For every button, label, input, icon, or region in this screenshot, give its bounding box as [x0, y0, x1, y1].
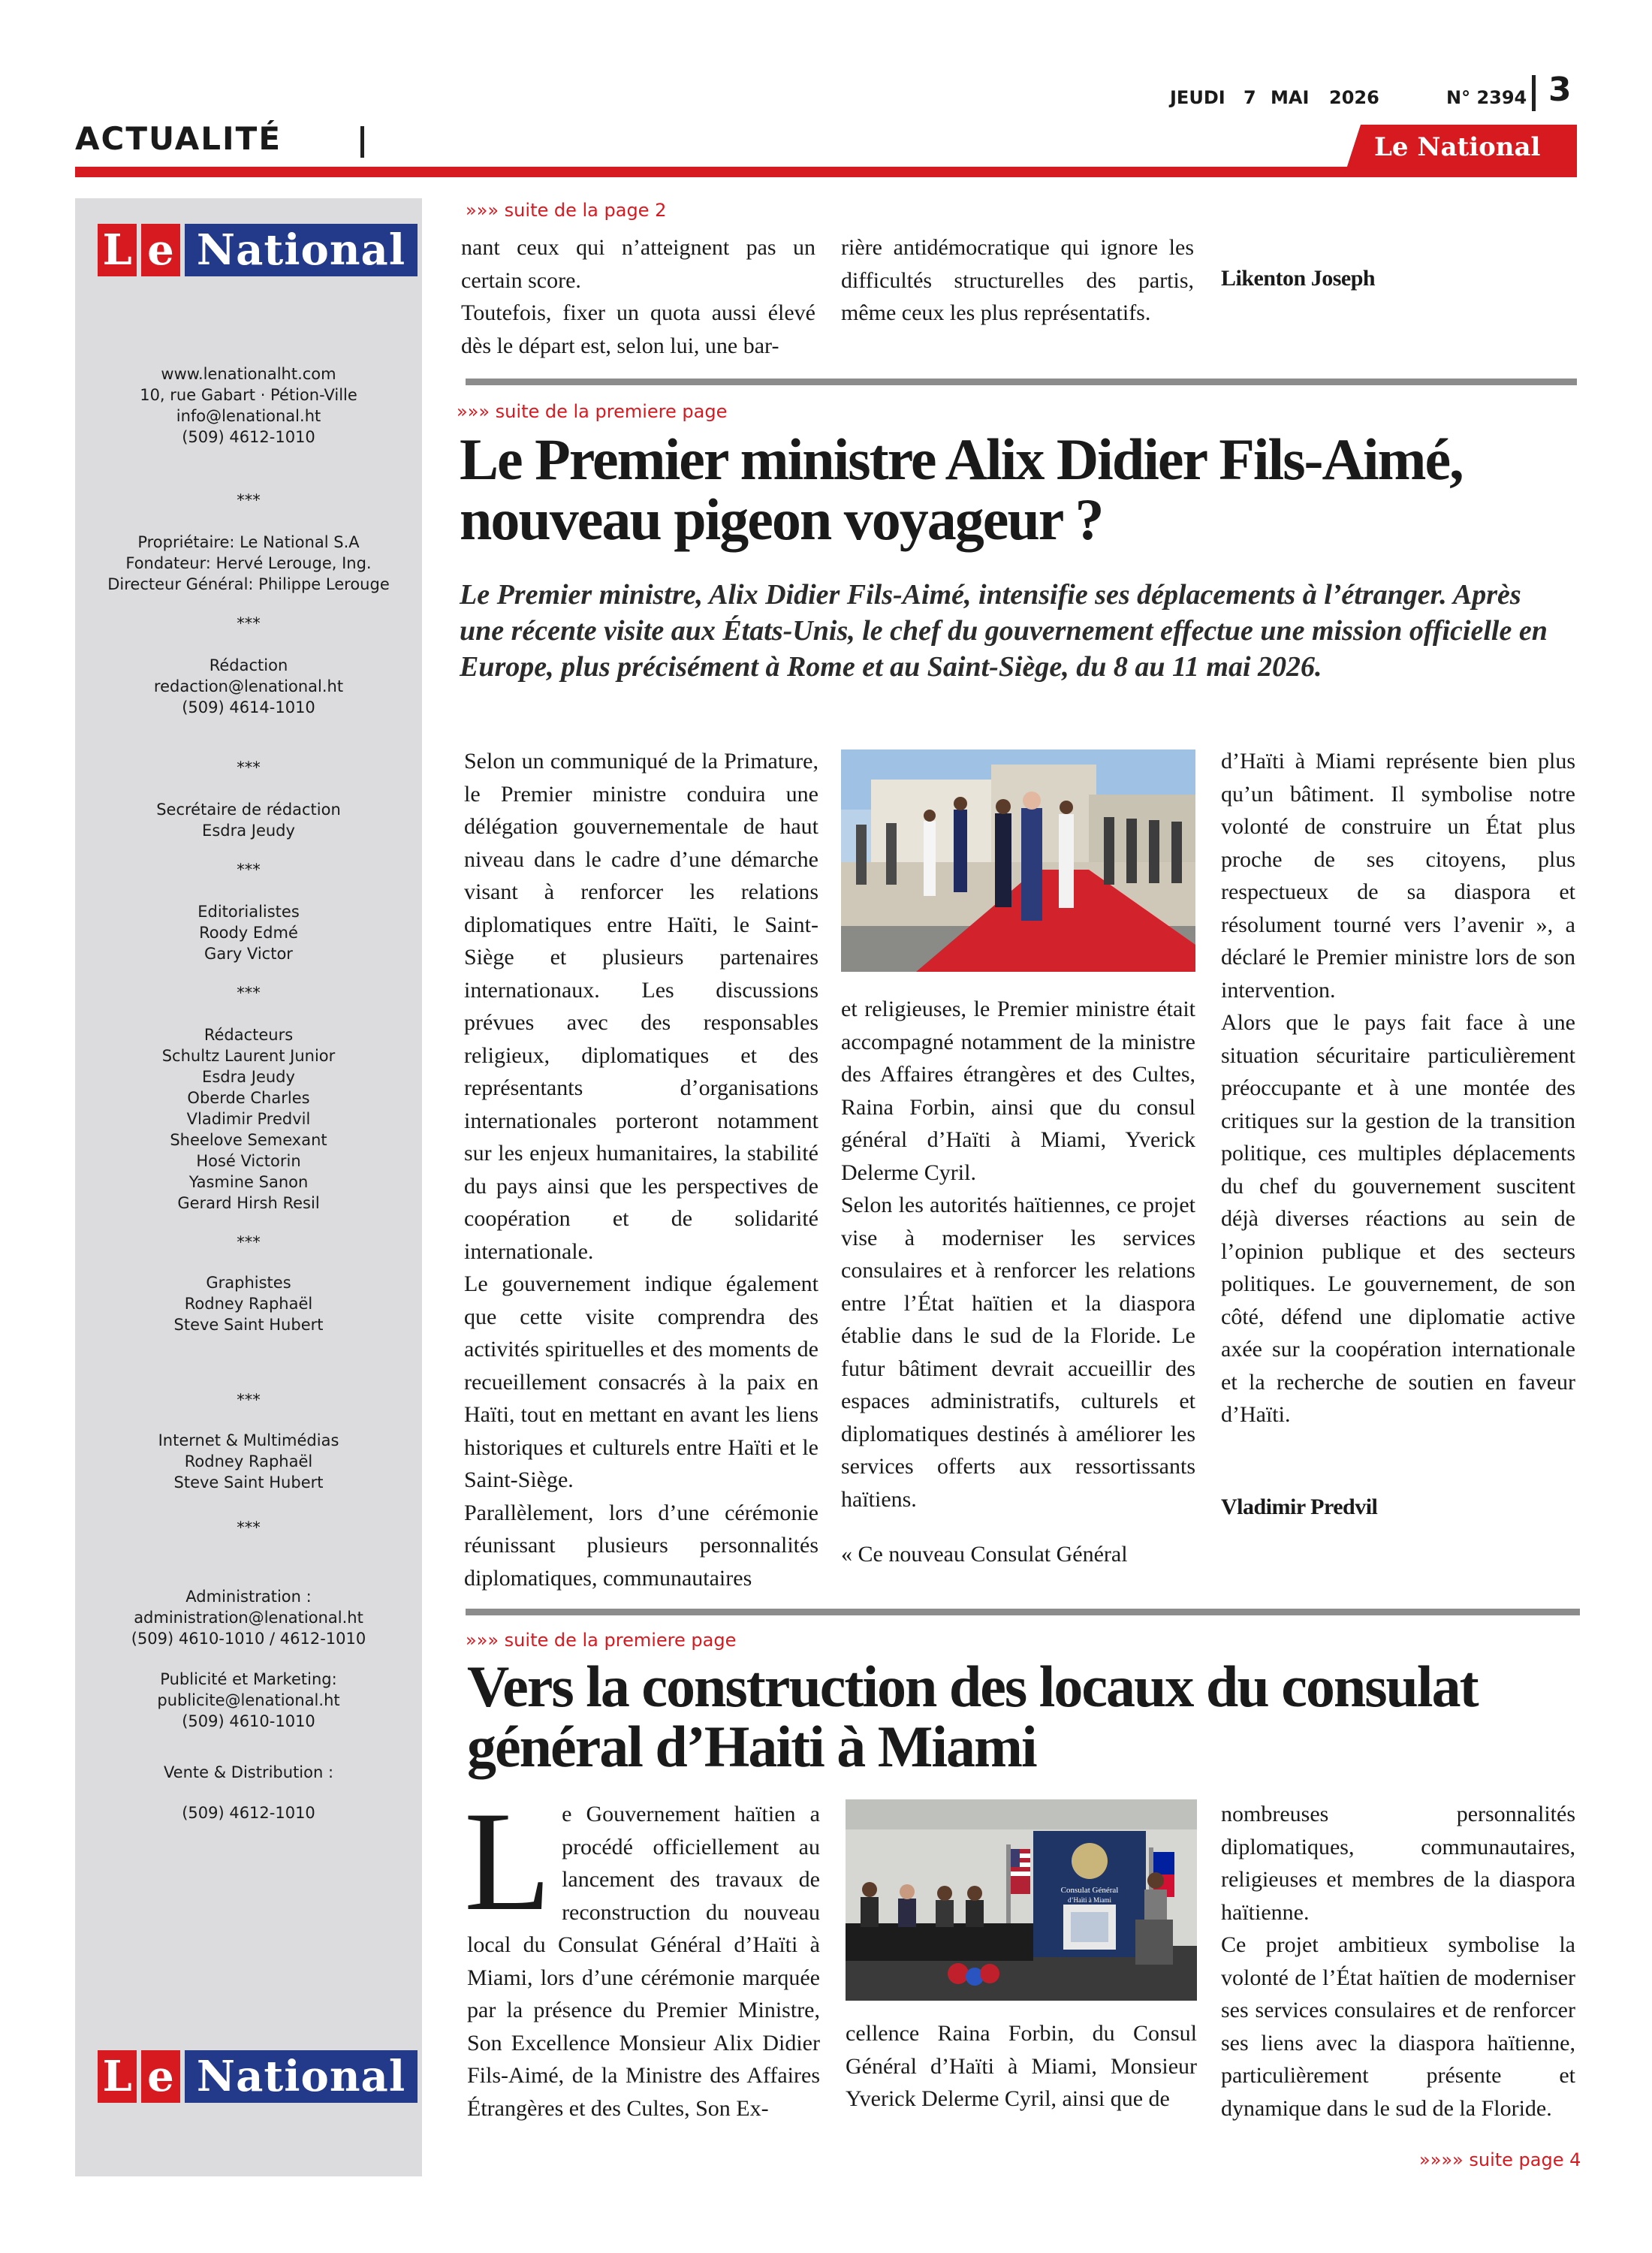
article1-photo — [841, 749, 1195, 972]
separator: *** — [237, 1391, 261, 1409]
editorialist-name: Roody Edmé — [199, 924, 298, 942]
article1-paragraph: d’Haïti à Miami représente bien plus qu’un bâtiment. Il symbolise notre volonté de construire un État plus proche de ses citoyens, plus respectueux de sa diaspora et résolument tourné vers l’avenir », a déclaré le Premier ministre lors de son intervention. — [1221, 749, 1575, 1003]
graphist-name: Rodney Raphaël — [184, 1295, 313, 1313]
writer-name: Gerard Hirsh Resil — [177, 1194, 320, 1212]
internet-title: Internet & Multimédias — [158, 1431, 339, 1449]
graphists-title: Graphistes — [206, 1274, 291, 1292]
secretary-block — [75, 799, 422, 841]
sales-title: Vente & Distribution : — [163, 1763, 334, 1781]
continued-paragraph: nant ceux qui n’atteignent pas un certain score. — [461, 235, 815, 293]
writer-name: Esdra Jeudy — [202, 1068, 295, 1086]
writer-name: Oberde Charles — [187, 1089, 310, 1107]
logo-name: National — [185, 2050, 418, 2103]
internet-name: Rodney Raphaël — [184, 1452, 313, 1470]
graphist-name: Steve Saint Hubert — [173, 1316, 324, 1334]
admin-email[interactable]: administration@lenational.ht — [134, 1609, 363, 1627]
editorialist-name: Gary Victor — [204, 945, 293, 963]
press-conference-photo — [846, 1799, 1197, 2001]
date-number: 7 — [1244, 87, 1256, 108]
writer-name: Schultz Laurent Junior — [161, 1047, 336, 1065]
logo-bottom — [98, 2050, 422, 2103]
article2-paragraph: nombreuses personnalités diplomatiques, communautaires, religieuses et membres de la diaspora haïtienne. — [1221, 1802, 1575, 1925]
date-day: JEUDI — [1170, 87, 1225, 108]
continued-kicker: »»» suite de la page 2 — [466, 200, 667, 221]
editorialists-block — [75, 901, 422, 964]
continued-column-2 — [841, 231, 1194, 330]
page-number-divider — [1532, 75, 1536, 111]
editorialists-title: Editorialistes — [197, 903, 300, 921]
separator: *** — [237, 1519, 261, 1537]
logo-letter-e: e — [141, 2050, 180, 2103]
redaction-phone: (509) 4614-1010 — [182, 698, 315, 716]
secretary-name: Esdra Jeudy — [202, 822, 295, 840]
article1-paragraph: Le gouvernement indique également que cette visite comprendra des activités spirituelles et des moments de recueillement consacrés à la paix en Haïti, tout en mettant en avant les liens historiques et culturels entre Haïti et le Saint-Siège. — [464, 1271, 818, 1492]
article2-headline — [467, 1654, 1593, 1779]
logo-letter-l: L — [98, 2050, 137, 2103]
email-link[interactable]: info@lenational.ht — [176, 407, 321, 425]
article1-paragraph: Selon les autorités haïtiennes, ce projet vise à moderniser les services consulaires et à renforcer les relations entre l’État haïtien et la diaspora établie dans le sud de la Floride. Le futur bâtiment devrait accueillir des espaces administratifs, culturels et diplomatiques destinés à améliorer les services offerts aux ressortissants haïtiens. — [841, 1193, 1195, 1512]
administration-block — [75, 1586, 422, 1649]
article1-column-3 — [1221, 745, 1575, 1431]
redaction-title: Rédaction — [209, 656, 288, 674]
writers-title: Rédacteurs — [203, 1026, 294, 1044]
article1-paragraph: Alors que le pays fait face à une situation sécuritaire particulièrement préoccupante et à une montée des critiques sur la gestion de la transition politique, ces multiples déplacements du chef du gouvernement suscitent déjà diverses réactions au sein de l’opinion publique et des secteurs politiques. Le gouvernement, de son côté, défend une diplomatie active axée sur la coopération internationale et la recherche de soutien en faveur d’Haïti. — [1221, 1010, 1575, 1427]
founder: Fondateur: Hervé Lerouge, Ing. — [125, 554, 372, 572]
article2-column-2 — [846, 2017, 1197, 2116]
continued-author: Likenton Joseph — [1221, 266, 1376, 291]
article2-paragraph: Ce projet ambitieux symbolise la volonté de l’État haïtien de moderniser ses services consulaires et de renforcer ses liens avec la diaspora haïtienne, particulièrement présente et dynamique dans le sud de la Floride. — [1221, 1932, 1575, 2121]
continued-column-1 — [461, 231, 815, 362]
graphists-block — [75, 1272, 422, 1335]
article1-kicker: »»» suite de la premiere page — [457, 401, 728, 422]
writer-name: Sheelove Semexant — [170, 1131, 327, 1149]
headline-line: Le Premier ministre Alix Didier Fils-Aimé, — [460, 427, 1463, 492]
owner: Propriétaire: Le National S.A — [137, 533, 360, 551]
redaction-email[interactable]: redaction@lenational.ht — [153, 677, 344, 695]
article1-paragraph: et religieuses, le Premier ministre était accompagné notamment de la ministre des Affaires étrangères et des Cultes, Raina Forbin, ainsi que du consul général d’Haïti à Miami, Yverick Delerme Cyril. — [841, 997, 1195, 1185]
advertising-block — [75, 1669, 422, 1732]
section-divider — [360, 126, 364, 158]
article1-paragraph: Selon un communiqué de la Primature, le Premier ministre conduira une délégation gouvernementale de haut niveau dans le cadre d’une démarche visant à renforcer les relations diplomatiques entre Haïti, le Saint-Siège et plusieurs partenaires internationaux. Les discussions prévues avec des responsables religieux, diplomatiques et des représentants d’organisations internationales porteront notamment sur les enjeux humanitaires, la stabilité du pays ainsi que les perspectives de coopération et de solidarité internationale. — [464, 749, 818, 1264]
separator: *** — [237, 1233, 261, 1251]
masthead-sidebar — [75, 198, 422, 2176]
writer-name: Vladimir Predvil — [186, 1110, 311, 1128]
website-link[interactable]: www.lenationalht.com — [161, 365, 336, 383]
separator: *** — [237, 614, 261, 632]
brand-tab-label: Le National — [1374, 132, 1541, 162]
date-month: MAI — [1271, 87, 1310, 108]
page-number: 3 — [1548, 71, 1572, 109]
address: 10, rue Gabart · Pétion-Ville — [140, 386, 357, 404]
ceremony-photo — [841, 749, 1195, 972]
section-rule — [466, 1609, 1580, 1615]
section-rule — [466, 379, 1577, 385]
pub-email[interactable]: publicite@lenational.ht — [157, 1691, 340, 1709]
article1-column-1 — [464, 745, 818, 1594]
writers-block — [75, 1024, 422, 1214]
article1-paragraph: Parallèlement, lors d’une cérémonie réunissant plusieurs personnalités diplomatiques, communautaires — [464, 1500, 818, 1591]
article2-paragraph: cellence Raina Forbin, du Consul Général d’Haïti à Miami, Monsieur Yverick Delerme Cyril, ainsi que de — [846, 2021, 1197, 2111]
headline-line: nouveau pigeon voyageur ? — [460, 487, 1103, 552]
article2-column-3 — [1221, 1798, 1575, 2125]
pub-phone: (509) 4610-1010 — [182, 1712, 315, 1730]
issue-number: N° 2394 — [1446, 87, 1527, 108]
writer-name: Yasmine Sanon — [188, 1173, 309, 1191]
admin-phone: (509) 4610-1010 / 4612-1010 — [131, 1630, 366, 1648]
article1-column-2 — [841, 993, 1195, 1571]
admin-title: Administration : — [185, 1588, 312, 1606]
plaque-text-line: d’Haïti à Miami — [1068, 1896, 1111, 1904]
headline-line: Vers la construction des locaux du consulat — [467, 1654, 1478, 1719]
article1-chapeau: Le Premier ministre, Alix Didier Fils-Aimé, intensifie ses déplacements à l’étranger. Après une récente visite aux États-Unis, le chef du gouvernement effectue une mission officielle en Europe, plus précisément à Rome et au Saint-Siège, du 8 au 11 mai 2026. — [460, 579, 1548, 683]
headline-line: général d’Haiti à Miami — [467, 1714, 1036, 1779]
phone: (509) 4612-1010 — [182, 428, 315, 446]
drop-cap: L — [464, 1783, 552, 1941]
separator: *** — [237, 491, 261, 509]
continue-link[interactable]: »»»» suite page 4 — [1419, 2149, 1581, 2170]
logo-name: National — [185, 224, 418, 276]
sales-phone: (509) 4612-1010 — [182, 1804, 315, 1822]
separator: *** — [237, 861, 261, 879]
ownership-block — [75, 532, 422, 595]
article2-kicker: »»» suite de la premiere page — [466, 1630, 737, 1651]
logo-top — [98, 224, 422, 276]
pub-title: Publicité et Marketing: — [160, 1670, 337, 1688]
continued-paragraph: rière antidémocratique qui ignore les difficultés structurelles des partis, même ceux les plus représentatifs. — [841, 235, 1194, 325]
contact-block — [75, 363, 422, 448]
internet-name: Steve Saint Hubert — [173, 1473, 324, 1491]
article1-paragraph: « Ce nouveau Consulat Général — [841, 1542, 1128, 1567]
logo-letter-e: e — [141, 224, 180, 276]
redaction-block — [75, 655, 422, 718]
article1-headline — [460, 427, 1586, 552]
date-year: 2026 — [1329, 87, 1379, 108]
director: Directeur Général: Philippe Lerouge — [107, 575, 390, 593]
writer-name: Hosé Victorin — [196, 1152, 301, 1170]
section-title: ACTUALITÉ — [75, 120, 282, 157]
separator: *** — [237, 984, 261, 1002]
plaque-text-line: Consulat Général — [1060, 1886, 1119, 1895]
article1-author: Vladimir Predvil — [1221, 1494, 1378, 1519]
article2-paragraph: e Gouvernement haïtien a procédé officiellement au lancement des travaux de reconstruction du nouveau local du Consulat Général d’Haïti à Miami, lors d’une cérémonie marquée par la présence du Premier Ministre, Son Excellence Monsieur Alix Didier Fils-Aimé, de la Ministre des Affaires Étrangères et des Cultes, Son Ex- — [467, 1802, 820, 2121]
separator: *** — [237, 759, 261, 777]
logo-letter-l: L — [98, 224, 137, 276]
continued-paragraph: Toutefois, fixer un quota aussi élevé dès le départ est, selon lui, une bar- — [461, 300, 815, 358]
article2-photo — [846, 1799, 1197, 2001]
internet-block — [75, 1430, 422, 1493]
secretary-title: Secrétaire de rédaction — [156, 801, 341, 819]
article2-column-1 — [464, 1783, 820, 2125]
